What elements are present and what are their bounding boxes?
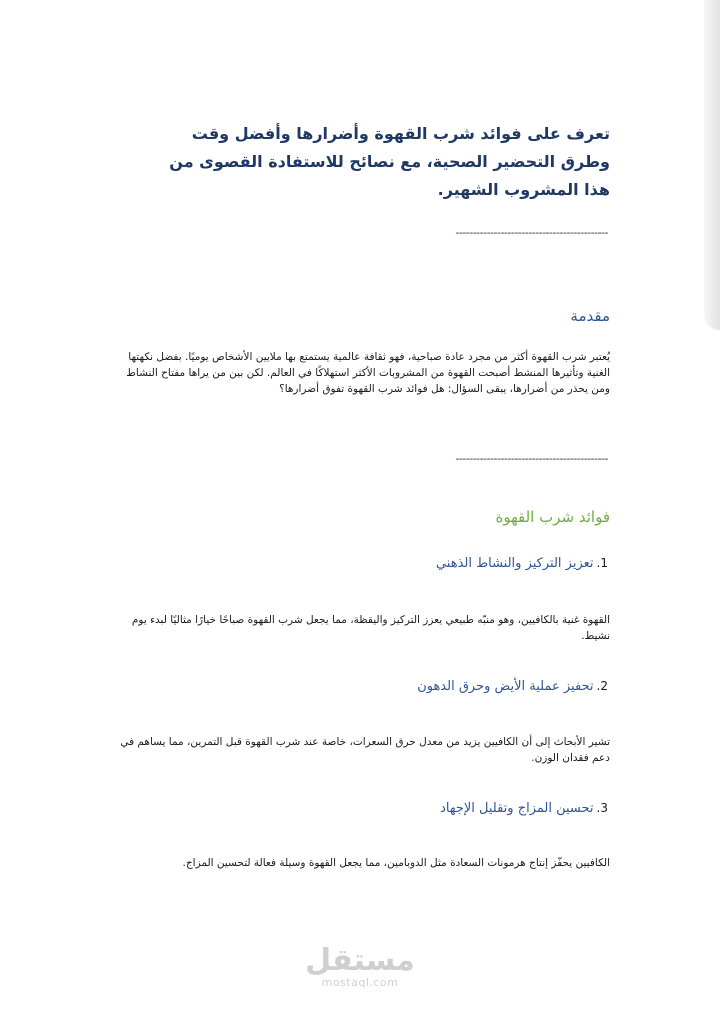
- benefit-title-text: تعزيز التركيز والنشاط الذهني: [435, 556, 594, 571]
- benefit-text-1: القهوة غنية بالكافيين، وهو منبّه طبيعي يعزز التركيز واليقظة، مما يجعل شرب القهوة صباحًا خيارًا مثاليًا لبدء يوم نشيط.: [131, 614, 610, 642]
- benefit-title-text: تحسين المزاج وتقليل الإجهاد: [440, 801, 594, 816]
- benefit-text-2: تشير الأبحاث إلى أن الكافيين يزيد من معدل حرق السعرات، خاصة عند شرب القهوة قبل التمرين، مما يساهم في دعم فقدان الوزن.: [120, 736, 610, 764]
- page-edge-shadow: [706, 0, 720, 330]
- benefit-title-1: [436, 556, 608, 571]
- benefit-title-2: [417, 679, 608, 694]
- benefit-title-text: تحفيز عملية الأيض وحرق الدهون: [417, 679, 594, 694]
- intro-paragraph: يُعتبر شرب القهوة أكثر من مجرد عادة صباحية، فهو ثقافة عالمية يستمتع بها ملايين الأشخاص يوميًا. بفضل نكهتها الغنية وتأثيرها المنشط أصبحت القهوة من المشروبات الأكثر استهلاكًا في العالم. لكن بين من يراها مفتاح النشاط ومن يحذر من أضرارها، يبقى السؤال: هل فوائد شرب القهوة تفوق أضرارها؟: [126, 351, 610, 395]
- separator-line: --------------------------------------------: [455, 452, 608, 465]
- intro-heading: مقدمة: [570, 307, 610, 325]
- watermark-url: mostaql.com: [321, 976, 399, 989]
- page-title: تعرف على فوائد شرب القهوة وأضرارها وأفضل وقت وطرق التحضير الصحية، مع نصائح للاستفادة القصوى من هذا المشروب الشهير.: [169, 124, 610, 199]
- list-number: 1.: [596, 556, 608, 570]
- watermark: [0, 944, 720, 989]
- list-number: 3.: [596, 801, 608, 815]
- watermark-arabic: مستقل: [305, 943, 415, 978]
- benefits-heading: فوائد شرب القهوة: [495, 508, 610, 526]
- benefit-title-3: [440, 801, 608, 816]
- list-number: 2.: [596, 679, 608, 693]
- benefit-text-3: الكافيين يحفّز إنتاج هرمونات السعادة مثل الدوبامين، مما يجعل القهوة وسيلة فعالة لتحسين المزاج.: [182, 857, 610, 869]
- separator-line: --------------------------------------------: [455, 226, 608, 239]
